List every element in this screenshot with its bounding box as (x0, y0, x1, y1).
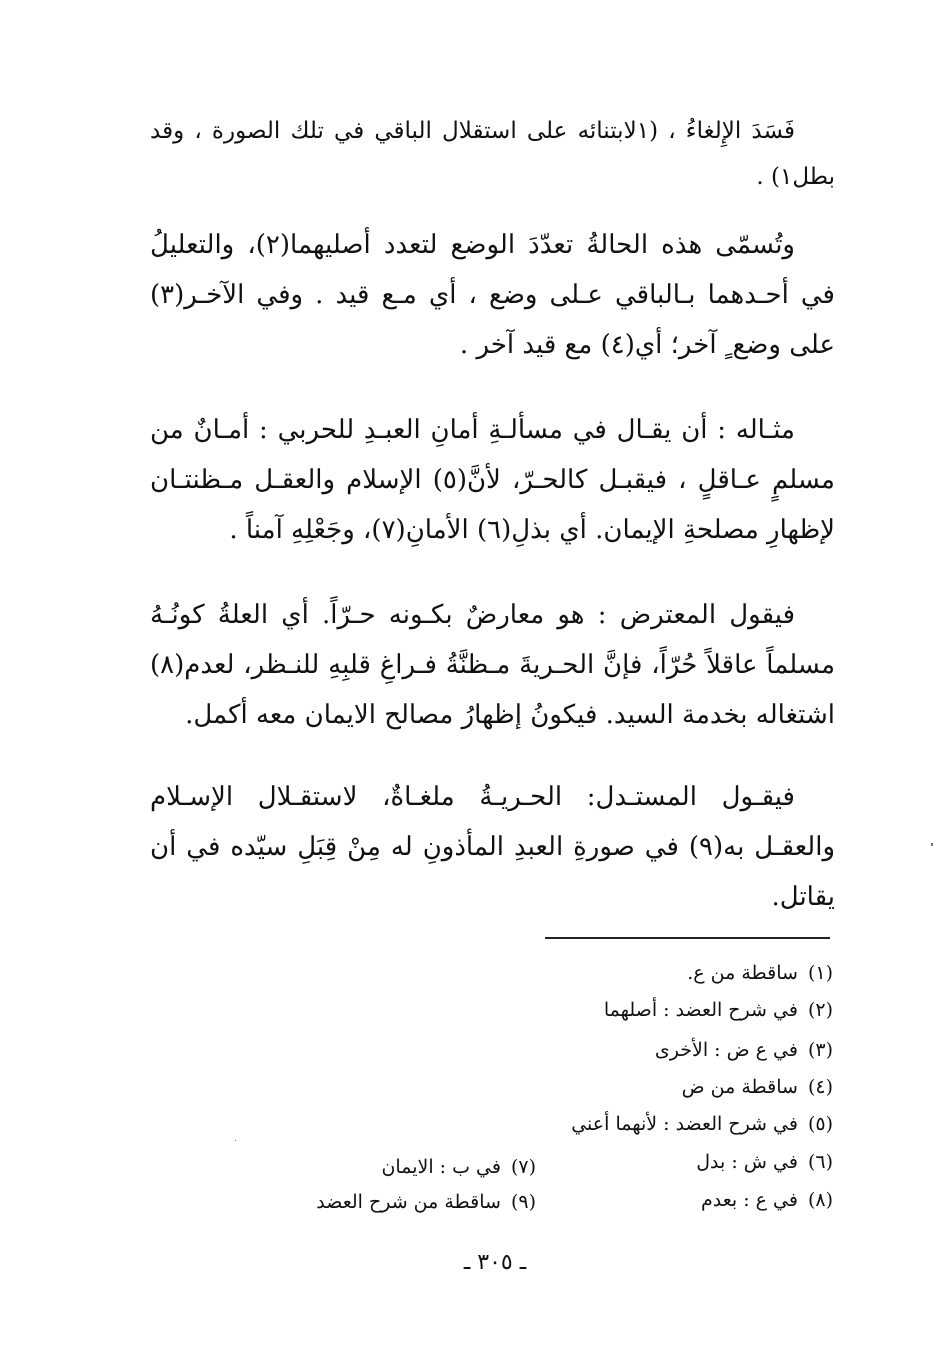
paragraph-text: وتُسمّى هذه الحالةُ تعدّدَ الوضع لتعدد أصليهما(٢)، والتعليلُ في أحـدهما بـالباقي عـلى وضع ، أي مـع قيد . وفي الآخـر(٣) على وضع ٍ آخر؛ أي(٤) مع قيد آخر . (150, 230, 835, 360)
footnote-text: ساقطة من ض (681, 1076, 798, 1098)
footnote-number: (٦) (807, 1151, 833, 1173)
page-number: ـ ٣٠٥ ـ (463, 1250, 527, 1275)
footnote-text: في ش : بدل (696, 1151, 798, 1173)
footnote-number: (٥) (807, 1113, 833, 1135)
footnote-7 (381, 1155, 536, 1179)
footnote-4 (682, 1075, 833, 1099)
footnote-text: ساقطة من ع. (687, 962, 798, 984)
paragraph-text: مثـاله : أن يقـال في مسألـةِ أمانِ العبـدِ للحربي : أمـانٌ من مسلمٍ عـاقلٍ ، فيقبـل كالحـرّ، لأنَّ(٥) الإسلام والعقـل مـظنتـان لإظهارِ مصلحةِ الإيمان. أي بذلِ(٦) الأمانِ(٧)، وجَعْلِهِ آمناً . (150, 415, 835, 545)
footnote-text: في شرح العضد : أصلهما (603, 999, 798, 1021)
footnote-6 (696, 1150, 833, 1174)
paragraph-text: فيقول المعترض : هو معارضٌ بكـونه حـرّاً. أي العلةُ كونُـهُ مسلماً عاقلاً حُرّاً، فإنَّ الحـريةَ مـظنَّةُ فـراغِ قلبِهِ للنـظر، لعدم(٨) اشتغاله بخدمة السيد. فيكونُ إظهارُ مصالح الايمان معه أكمل. (150, 600, 835, 730)
footnote-number: (٧) (510, 1156, 536, 1178)
footnote-3 (655, 1038, 833, 1062)
footnote-text: في ع : بعدم (700, 1189, 798, 1211)
footnote-9 (316, 1190, 536, 1214)
footnote-number: (٨) (807, 1189, 833, 1211)
scan-speck (235, 1140, 236, 1141)
paragraph-text: فيقـول المستـدل: الحـريـةُ ملغـاةٌ، لاستقـلال الإسـلام والعقـل به(٩) في صورةِ العبدِ المأذونِ له مِنْ قِبَلِ سيّده في أن يقاتل. (150, 782, 835, 912)
footnote-text: في ع ض : الأخرى (654, 1039, 798, 1061)
footnote-8 (701, 1188, 833, 1212)
footnote-number: (٤) (807, 1076, 833, 1098)
footnote-number: (١) (807, 962, 833, 984)
paragraph-5 (150, 772, 835, 922)
footnote-number: (٢) (807, 999, 833, 1021)
footnote-text: في ب : الايمان (381, 1156, 501, 1178)
footnote-number: (٣) (807, 1039, 833, 1061)
paragraph-2 (150, 220, 835, 370)
footnote-divider (545, 937, 830, 939)
footnote-number: (٩) (510, 1191, 536, 1213)
paragraph-text: فَسَدَ الإِلغاءُ ، (١لابتنائه على استقلال الباقي في تلك الصورة ، وقد بطل١) . (150, 118, 835, 190)
footnote-text: في شرح العضد : لأنهما أعني (571, 1113, 798, 1135)
paragraph-4 (150, 590, 835, 740)
footnote-5 (571, 1112, 833, 1136)
footnote-text: ساقطة من شرح العضد (316, 1191, 501, 1213)
paragraph-1 (150, 108, 835, 200)
footnote-1 (687, 961, 833, 985)
footnote-2 (604, 998, 833, 1022)
paragraph-3 (150, 405, 835, 555)
